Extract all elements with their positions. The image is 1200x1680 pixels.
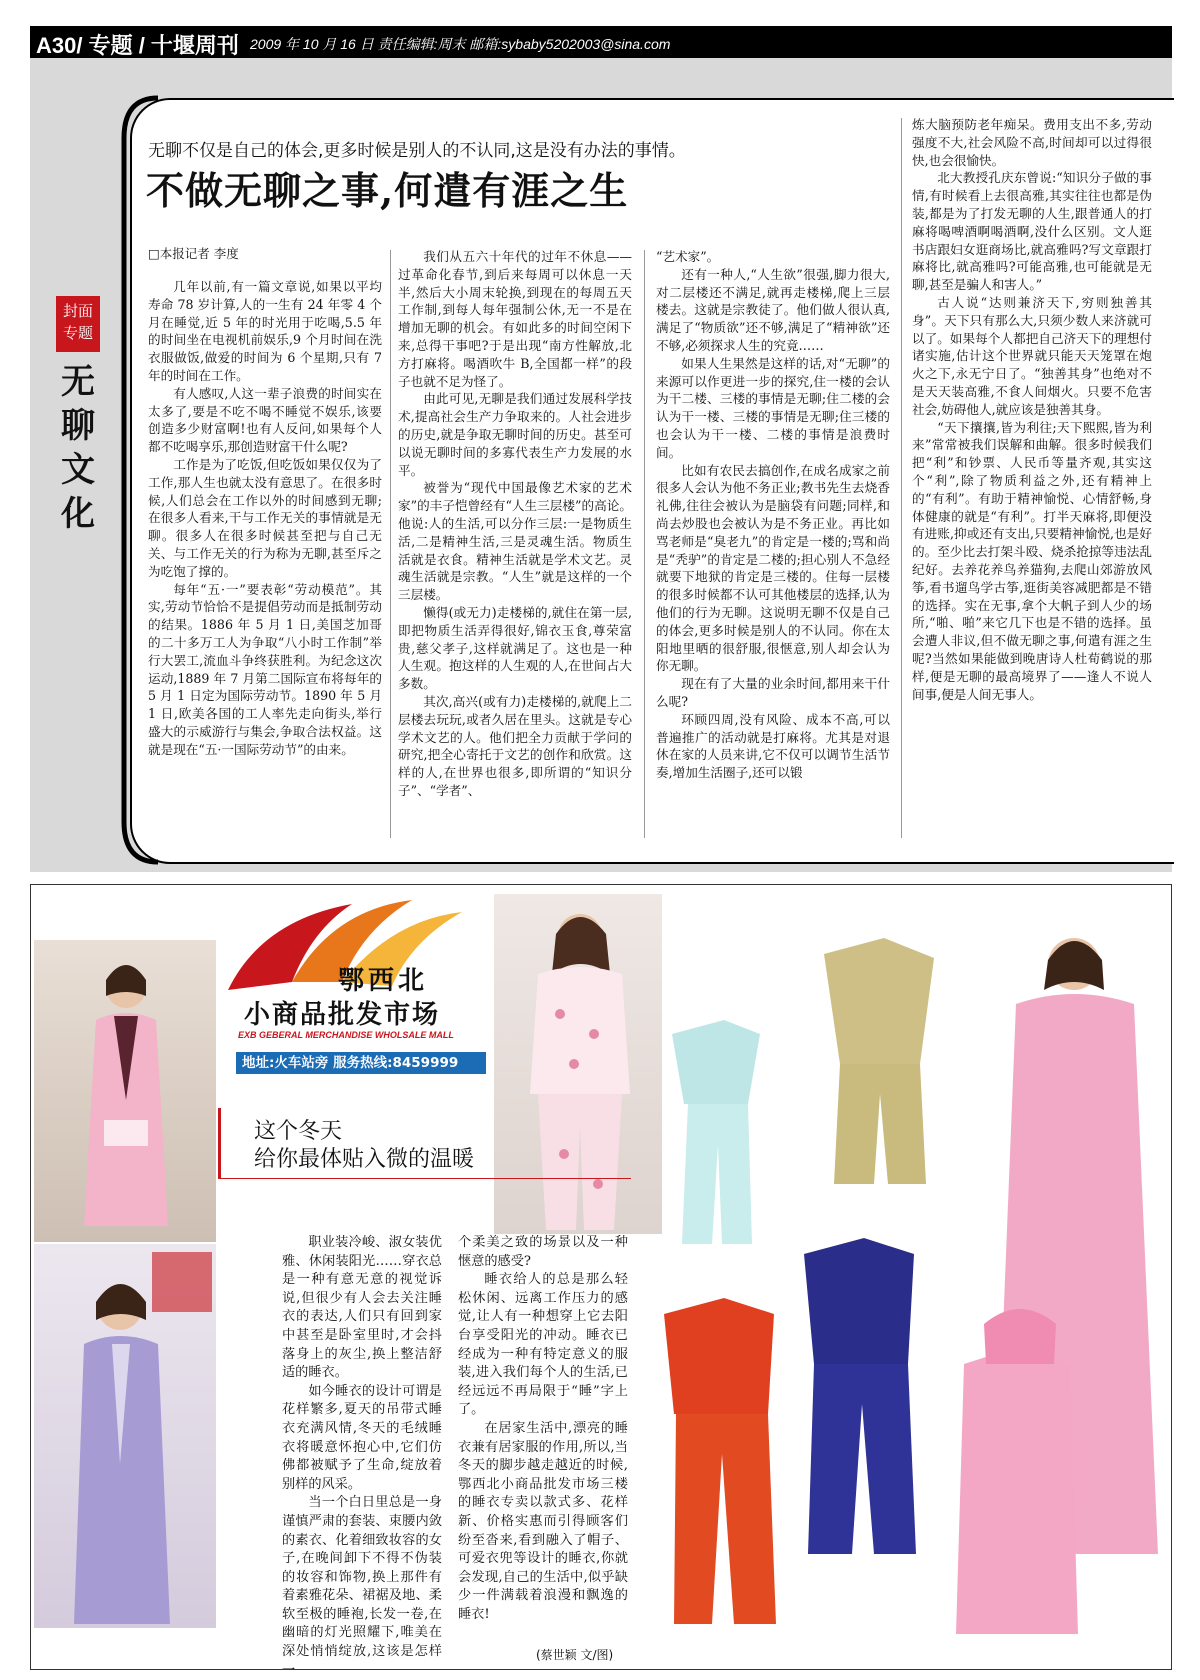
paragraph: 有人感叹,人这一辈子浪费的时间实在太多了,要是不吃不喝不睡觉不娱乐,该要创造多少财富啊!也有人反问,如果每个人都不吃喝享乐,那创造财富干什么呢? [148, 385, 382, 455]
paragraph: 炼大脑预防老年痴呆。费用支出不多,劳动强度不大,社会风险不高,时间却可以过得很快,也会很愉快。 [912, 117, 1152, 168]
paragraph: 由此可见,无聊是我们通过发展科学技术,提高社会生产力争取来的。人社会进步的历史,就是争取无聊时间的历史。甚至可以说无聊时间的多寡代表生产力发展的水平。 [398, 391, 632, 478]
model-photo-pink-robe [34, 940, 216, 1242]
paragraph: 古人说“达则兼济天下,穷则独善其身”。天下只有那么大,只须少数人来济就可以了。如果每个人都把自己济天下的理想付诸实施,估计这个世界就只能天天笼罩在炮火之下,永无宁日了。“独善其身”也绝对不是天天装高雅,不食人间烟火。只要不危害社会,妨碍他人,就应该是独善其身。 [912, 294, 1152, 417]
logo-name-line1: 鄂西北 [338, 966, 429, 996]
pajama-product-collage [664, 894, 1168, 1654]
address-hotline-bar: 地址:火车站旁 服务热线:8459999 [236, 1052, 486, 1074]
title-character: 聊 [61, 406, 95, 446]
article-byline: □本报记者 李度 [148, 246, 239, 261]
pajama-products-illustration [664, 894, 1168, 1654]
title-character: 无 [61, 362, 95, 402]
page-section-label: A30/ 专题 / 十堰周刊 [36, 33, 239, 58]
article-column-3 [656, 248, 890, 838]
paragraph: 几年以前,有一篇文章说,如果以平均寿命 78 岁计算,人的一生有 24 年零 4 个月在睡觉,近 5 年的时光用于吃喝,5.5 年的时间坐在电视机前娱乐,9 个月时间在洗衣服做饭,做爱的时间为 6 个星期,只有 7 年的时间在工作。 [148, 279, 382, 383]
article-column-1 [148, 278, 382, 838]
paragraph: 当一个白日里总是一身谨慎严肃的套装、束腰内敛的素衣、化着细致妆容的女子,在晚间卸下不得不伪装的妆容和饰物,换上那件有着素雅花朵、裙裾及地、柔软至极的睡袍,长发一卷,在幽暗的灯光照耀下,唯美在深处悄悄绽放,这该是怎样一 [282, 1495, 442, 1678]
paragraph: 个柔美之致的场景以及一种惬意的感受? [458, 1235, 628, 1269]
paragraph: 睡衣给人的总是那么轻松休闲、远离工作压力的感觉,让人有一种想穿上它去阳台享受阳光的冲动。睡衣已经成为一种有特定意义的服装,进入我们每个人的生活,已经远远不再局限于“睡”字上了。 [458, 1272, 628, 1418]
cover-topic-seal [56, 296, 100, 352]
paragraph: 工作是为了吃饭,但吃饭如果仅仅为了工作,那人生也就太没有意思了。在很多时候,人们总会在工作以外的时间感到无聊;在很多人看来,干与工作无关的事情就是无聊。很多人在很多时候甚至把与自己无关、与工作无关的行为称为无聊,甚至斥之为吃饱了撑的。 [148, 456, 382, 579]
paragraph: 现在有了大量的业余时间,都用来干什么呢? [656, 676, 890, 709]
paragraph: 在居家生活中,漂亮的睡衣兼有居家服的作用,所以,当冬天的脚步越走越近的时候,鄂西北小商品批发市场三楼的睡衣专卖以款式多、花样新、价格实惠而引得顾客们纷至沓来,看到融入了帽子、可爱衣兜等设计的睡衣,你就会发现,自己的生活中,似乎缺少一件满载着浪漫和飘逸的睡衣! [458, 1420, 628, 1622]
model-figure-illustration [34, 940, 216, 1242]
article-deck: 无聊不仅是自己的体会,更多时候是别人的不认同,这是没有办法的事情。 [148, 141, 686, 161]
section-side-tag [56, 296, 104, 536]
advertorial-column-1 [282, 1234, 442, 1678]
advertorial-column-2 [458, 1234, 628, 1652]
author-credit: (蔡世颖 文/图) [536, 1648, 614, 1662]
paragraph: “天下攘攘,皆为利往;天下熙熙,皆为利来”常常被我们误解和曲解。很多时候我们把“利”和钞票、人民币等量齐观,其实这个“利”,除了物质利益之外,还有精神上的“有利”。有助于精神愉悦、心情舒畅,身体健康的就是“有利”。打半天麻将,即便没有进账,抑或还有支出,只要精神愉悦,也是好的。至少比去打架斗殴、烧杀抢掠等违法乱纪好。去养花养鸟养猫狗,去爬山郊游放风筝,看书遛鸟学古筝,逛街美容减肥都是不错的选择。实在无事,拿个大帆子到人少的场所,“啪、啪”来它几下也是不错的选择。虽会遭人非议,但不做无聊之事,何遣有涯之生呢?当然如果能做到晚唐诗人杜荀鹤说的那样,便是无聊的最高境界了——逢人不说人间事,便是人间无事人。 [912, 419, 1152, 702]
paragraph: 如果人生果然是这样的话,对“无聊”的来源可以作更进一步的探究,住一楼的会认为干二楼、三楼的事情是无聊;住二楼的会认为干一楼、三楼的事情是无聊;住三楼的也会认为干一楼、二楼的事情是浪费时间。 [656, 355, 890, 460]
issue-info: 2009 年 10 月 16 日 责任编辑:周末 邮箱:sybaby5202003@sina.com [250, 36, 671, 52]
column-title-vertical [56, 360, 100, 536]
column-rule [390, 250, 391, 838]
logo-english-name: EXB GEBERAL MERCHANDISE WHOLSALE MALL [238, 1030, 454, 1040]
paragraph: 被誉为“现代中国最像艺术家的艺术家”的丰子恺曾经有“人生三层楼”的高论。他说:人的生活,可以分作三层:一是物质生活,二是精神生活,三是灵魂生活。物质生活就是衣食。精神生活就是学术文艺。灵魂生活就是宗教。“人生”就是这样的一个三层楼。 [398, 480, 632, 603]
paragraph: 其次,高兴(或有力)走楼梯的,就爬上二层楼去玩玩,或者久居在里头。这就是专心学术文艺的人。他们把全力贡献于学问的研究,把全心寄托于文艺的创作和欣赏。这样的人,在世界也很多,即所谓的“知识分子”、“学者”、 [398, 693, 632, 798]
model-figure-illustration [34, 1244, 216, 1628]
paragraph: 比如有农民去搞创作,在成名成家之前很多人会认为他不务正业;教书先生去烧香礼佛,往往会被认为是脑袋有问题;同样,和尚去炒股也会被认为是不务正业。再比如骂老师是“臭老九”的肯定是一楼的;骂和尚是“秃驴”的肯定是二楼的;担心别人不急经就要下地狱的肯定是三楼的。住每一层楼的很多时候都不认可其他楼层的选择,认为他们的行为无聊。这说明无聊不仅是自己的体会,更多时候是别人的不认同。你在太阳地里晒的很舒服,很惬意,别人却会认为你无聊。 [656, 462, 890, 674]
paragraph: 还有一种人,“人生欲”很强,脚力很大,对二层楼还不满足,就再走楼梯,爬上三层楼去。这就是宗教徒了。他们做人很认真,满足了“物质欲”还不够,满足了“精神欲”还不够,必须探求人生的究竟…… [656, 266, 890, 353]
paragraph: 每年“五·一”要表彰“劳动模范”。其实,劳动节恰恰不是提倡劳动而是抵制劳动的结果。1886 年 5 月 1 日,美国芝加哥的二十多万工人为争取“八小时工作制”举行大罢工,流血斗争终获胜利。为纪念这次运动,1889 年 7 月第二国际宣布将每年的 5 月 1 日定为国际劳动节。1890 年 5 月 1 日,欧美各国的工人率先走向街头,举行盛大的示威游行与集会,争取合法权益。这就是现在“五·一国际劳动节”的由来。 [148, 581, 382, 757]
logo-name-line2: 小商品批发市场 [244, 1000, 441, 1030]
article-column-4 [912, 116, 1152, 838]
paragraph: 环顾四周,没有风险、成本不高,可以普遍推广的活动就是打麻将。尤其是对退休在家的人员来讲,它不仅可以调节生活节奏,增加生活圈子,还可以锻 [656, 711, 890, 781]
title-character: 化 [61, 494, 95, 534]
column-rule [901, 118, 902, 838]
paragraph: 职业装冷峻、淑女装优雅、休闲装阳光……穿衣总是一种有意无意的视觉诉说,但很少有人会去关注睡衣的表达,人们只有回到家中甚至是卧室里时,才会抖落身上的灰尘,换上整洁舒适的睡衣。 [282, 1235, 442, 1381]
model-photo-floral-pajamas [494, 894, 662, 1234]
model-photo-lavender-robe [34, 1244, 216, 1628]
column-rule [644, 250, 645, 838]
title-character: 文 [61, 450, 95, 490]
model-figure-illustration [494, 894, 662, 1234]
promo-heading-line2: 给你最体贴入微的温暖 [254, 1147, 475, 1172]
paragraph: 我们从五六十年代的过年不休息——过革命化春节,到后来每周可以休息一天半,然后大小周末轮换,到现在的每周五天工作制,到每人每年强制公休,无一不是在增加无聊的机会。有如此多的时间空闲下来,总得干事吧?于是出现“南方性解放,北方打麻将。喝酒吹牛 B,全国都一样”的段子也就不足为怪了。 [398, 249, 632, 389]
paragraph: 北大教授孔庆东曾说:“知识分子做的事情,有时候看上去很高雅,其实往往也都是伪装,都是为了打发无聊的人生,跟普通人的打麻将喝啤酒啊喝酒啊,没什么区别。文人逛书店跟妇女逛商场比,就高雅吗?写文章跟打麻将比,就高雅吗?可能高雅,也可能就是无聊,甚至是骗人和害人。” [912, 170, 1152, 293]
promo-heading-line1: 这个冬天 [254, 1119, 343, 1144]
paragraph: “艺术家”。 [656, 249, 720, 264]
page-header-bar [30, 26, 1172, 58]
article-column-2 [398, 248, 632, 838]
paragraph: 如今睡衣的设计可谓是花样繁多,夏天的吊带式睡衣充满风情,冬天的毛绒睡衣将暖意怀抱心中,它们仿佛都被赋予了生命,绽放着别样的风采。 [282, 1383, 442, 1492]
article-headline: 不做无聊之事,何遣有涯之生 [146, 168, 629, 213]
paragraph: 懒得(或无力)走楼梯的,就住在第一层,即把物质生活弄得很好,锦衣玉食,尊荣富贵,慈父孝子,这样就满足了。这也是一种人生观。抱这样的人生观的人,在世间占大多数。 [398, 604, 632, 692]
seal-text: 封面 专题 [62, 302, 93, 342]
